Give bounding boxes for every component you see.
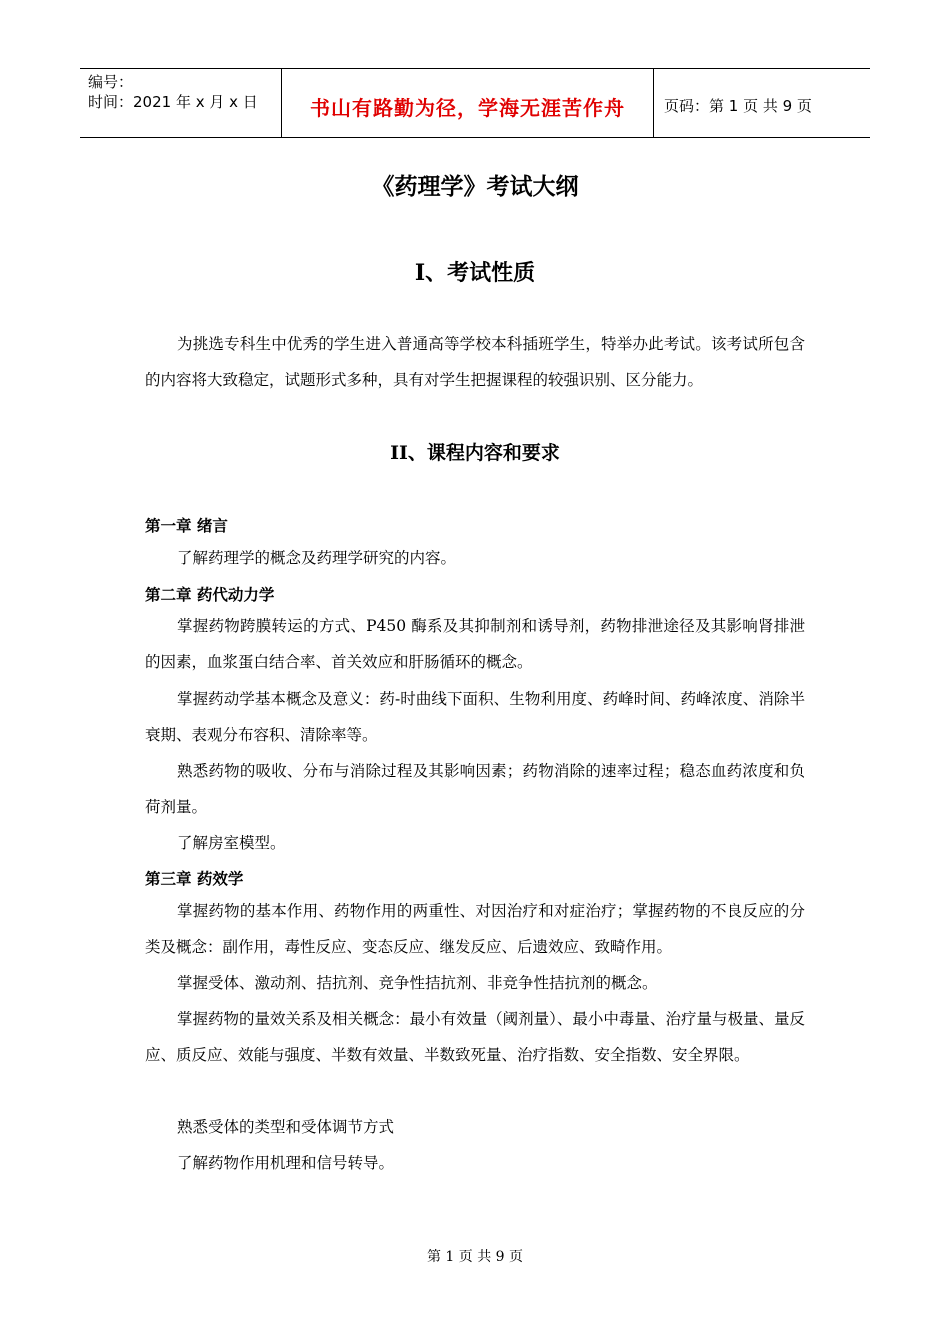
header-motto-cell	[281, 69, 654, 137]
chapter3-paragraph: 熟悉受体的类型和受体调节方式	[177, 1118, 395, 1136]
chapter2-paragraph: 了解房室模型。	[177, 834, 286, 852]
chapter1-paragraph: 了解药理学的概念及药理学研究的内容。	[177, 549, 457, 567]
document-title: 《药理学》考试大纲	[371, 173, 579, 200]
document-header	[80, 68, 870, 138]
chapter3-paragraph: 了解药物作用机理和信号转导。	[177, 1154, 395, 1172]
chapter2-title: 第二章 药代动力学	[145, 585, 275, 604]
chapter3-paragraph: 掌握药物的基本作用、药物作用的两重性、对因治疗和对症治疗；掌握药物的不良反应的分类及概念：副作用，毒性反应、变态反应、继发反应、后遗效应、致畸作用。	[145, 902, 805, 956]
chapter2-paragraph: 掌握药动学基本概念及意义：药-时曲线下面积、生物利用度、药峰时间、药峰浓度、消除半衰期、表观分布容积、清除率等。	[145, 690, 805, 744]
section1-heading: I、考试性质	[414, 260, 536, 286]
page-info: 页码：第 1 页 共 9 页	[664, 96, 812, 115]
motto-text: 书山有路勤为径，学海无涯苦作舟	[310, 95, 625, 120]
chapter1-title: 第一章 绪言	[145, 516, 228, 535]
chapter2-paragraph: 熟悉药物的吸收、分布与消除过程及其影响因素；药物消除的速率过程；稳态血药浓度和负荷剂量。	[145, 762, 805, 816]
chapter3-title: 第三章 药效学	[145, 869, 244, 888]
header-meta-cell	[80, 69, 281, 137]
chapter3-paragraph: 掌握药物的量效关系及相关概念：最小有效量（阈剂量）、最小中毒量、治疗量与极量、量反应、质反应、效能与强度、半数有效量、半数致死量、治疗指数、安全指数、安全界限。	[145, 1010, 805, 1064]
date-label: 时间：2021 年 x 月 x 日	[88, 93, 258, 111]
chapter2-paragraph: 掌握药物跨膜转运的方式、P450 酶系及其抑制剂和诱导剂，药物排泄途径及其影响肾排泄的因素，血浆蛋白结合率、首关效应和肝肠循环的概念。	[145, 617, 805, 671]
number-label: 编号：	[88, 73, 134, 91]
page-footer: 第 1 页 共 9 页	[426, 1249, 524, 1265]
section2-heading: II、课程内容和要求	[390, 442, 560, 464]
header-page-cell	[654, 69, 870, 137]
chapter3-paragraph: 掌握受体、激动剂、拮抗剂、竞争性拮抗剂、非竞争性拮抗剂的概念。	[177, 974, 658, 992]
section1-paragraph: 为挑选专科生中优秀的学生进入普通高等学校本科插班学生，特举办此考试。该考试所包含的内容将大致稳定，试题形式多种，具有对学生把握课程的较强识别、区分能力。	[145, 335, 805, 389]
